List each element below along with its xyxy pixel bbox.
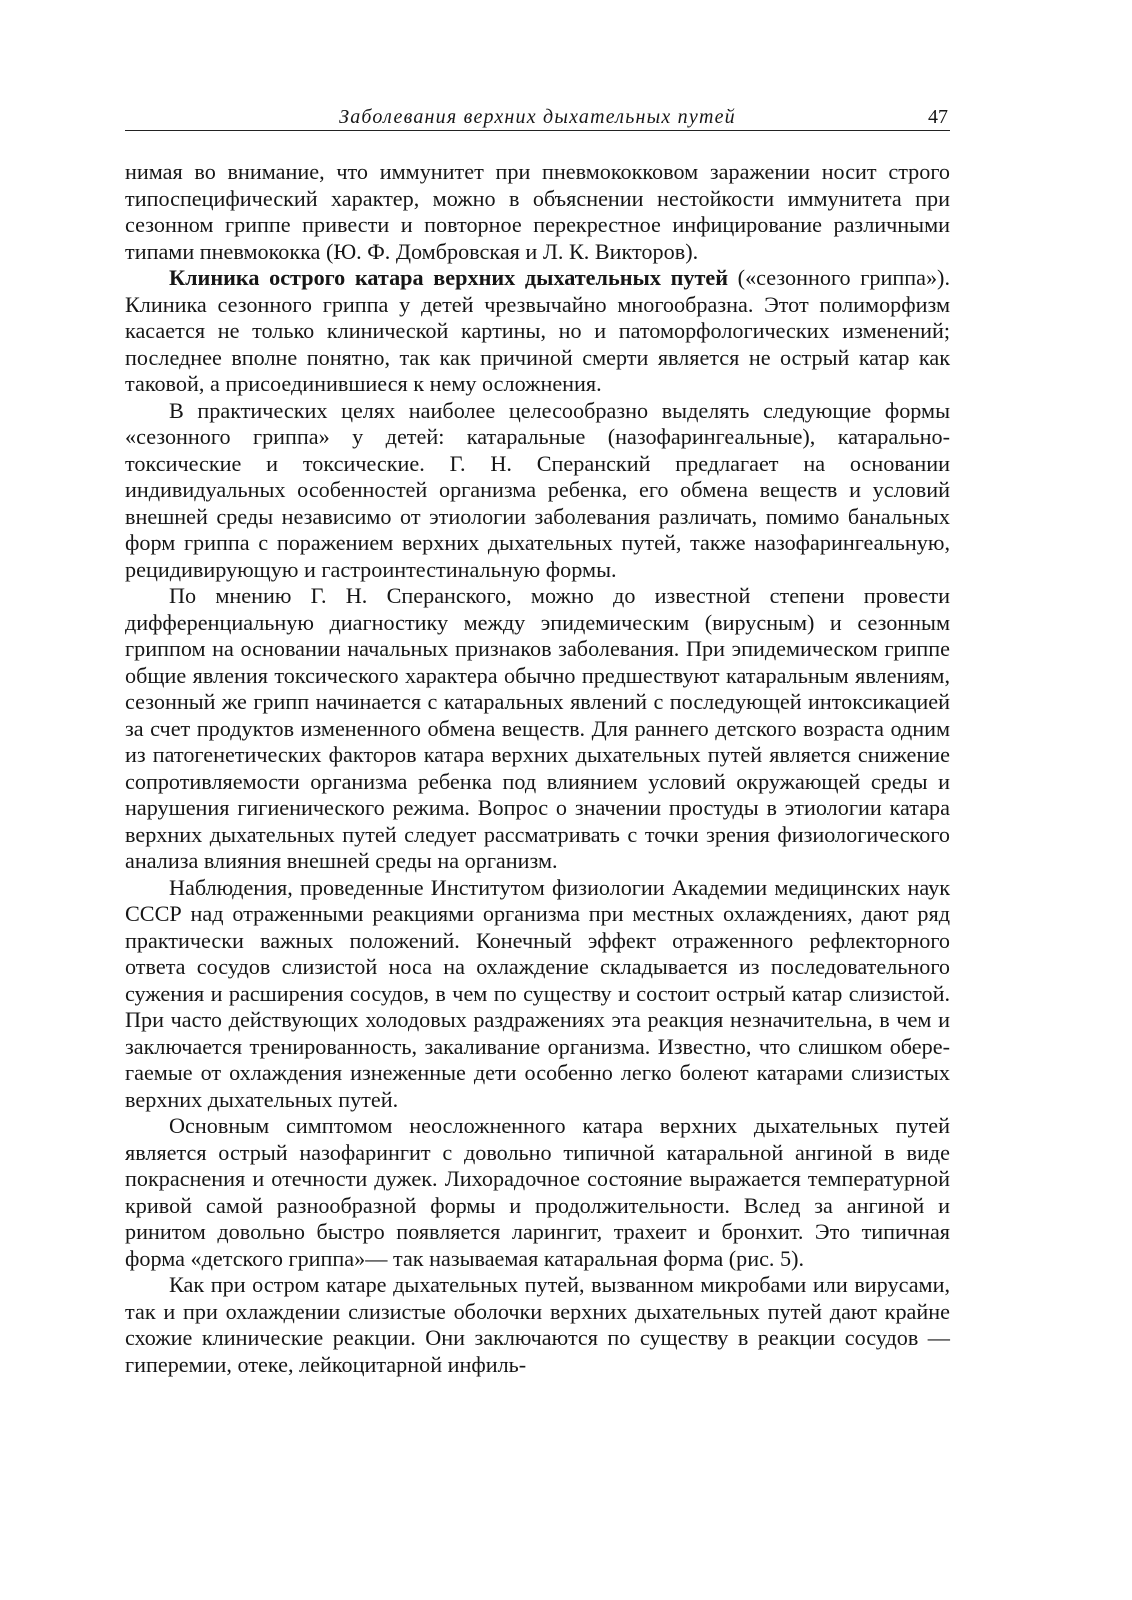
paragraph-2-text: («сезонного гриппа»). Клиника сезонного гриппа у детей чрезвычайно многообразна. Этот полиморфизм касается не только клинической картины, но и патоморфологических изменений; последнее вполне понятно, так как причиной смерти является не острый катар как таковой, а присоединившиеся к нему осложнения. bbox=[125, 265, 950, 396]
section-heading-run-in: Клиника острого катара верхних дыхательных путей bbox=[169, 265, 728, 290]
paragraph-3: В практических целях наиболее целесообразно выделять следующие формы «сезонного гриппа» у детей: катаральные (назофарингеальные), катарально-токсические и токсические. Г. Н. Сперанский предлагает на основании индивидуальных особенностей организма ребенка, его обмена веществ и условий внешней среды независимо от этиологии заболевания различать, помимо банальных форм гриппа с поражением верхних дыхательных путей, также назофарингеальную, рецидивирующую и гастроинтестинальную формы. bbox=[125, 397, 950, 582]
paragraph-1: нимая во внимание, что иммунитет при пневмококковом заражении носит строго типоспецифический характер, можно в объяснении нестойкости иммунитета при сезонном гриппе привести и повторное перекрестное инфицирование различными типами пневмококка (Ю. Ф. Домбровская и Л. К. Викторов). bbox=[125, 159, 950, 264]
body-text bbox=[125, 159, 950, 1378]
paragraph-6: Основным симптомом неосложненного катара верхних дыхательных путей является острый назофарингит с довольно типичной катаральной ангиной в виде покраснения и отечности дужек. Лихорадочное состояние выражается температурной кривой самой разнообразной формы и продолжительности. Вслед за ангиной и ринитом довольно быстро появляется ларингит, трахеит и бронхит. Это типичная форма «детского гриппа»— так называемая катаральная форма (рис. 5). bbox=[125, 1113, 950, 1271]
paragraph-4: По мнению Г. Н. Сперанского, можно до известной степени провести дифференциальную диагностику между эпидемическим (вирусным) и сезонным гриппом на основании начальных признаков заболевания. При эпидемическом гриппе общие явления токсического характера обычно предшествуют катаральным явлениям, сезонный же грипп начинается с катаральных явлений с последующей интоксикацией за счет продуктов измененного обмена веществ. Для раннего детского возраста одним из патогенетических факторов катара верхних дыхательных путей является снижение сопротивляемости организма ребенка под влиянием условий окружающей среды и нарушения гигиенического режима. Вопрос о значении простуды в этиологии катара верхних дыхательных путей следует рассматривать с точки зрения физиологического анализа влияния внешней среды на организм. bbox=[125, 583, 950, 873]
page-number: 47 bbox=[928, 106, 948, 128]
book-page bbox=[125, 104, 950, 1378]
paragraph-5: Наблюдения, проведенные Институтом физиологии Академии медицинских наук СССР над отраженными реакциями организма при местных охлаждениях, дают ряд практически важных положений. Конечный эффект отраженного рефлекторного ответа сосудов слизистой носа на охлаждение складывается из последовательного сужения и расширения сосудов, в чем по существу и состоит острый катар слизистой. При часто действующих холодовых раздражениях эта реакция незначительна, в чем и заключается тренированность, закаливание организма. Известно, что слишком оберегаемые от охлаждения изнеженные дети особенно легко болеют катарами слизистых верхних дыхательных путей. bbox=[125, 874, 950, 1112]
paragraph-2 bbox=[125, 265, 950, 398]
running-header bbox=[125, 104, 950, 131]
running-title: Заболевания верхних дыхательных путей bbox=[339, 106, 736, 128]
paragraph-7: Как при остром катаре дыхательных путей, вызванном микробами или вирусами, так и при охлаждении слизистые оболочки верхних дыхательных путей дают крайне схожие клинические реакции. Они заключаются по существу в реакции сосудов — гиперемии, отеке, лейкоцитарной инфиль- bbox=[125, 1272, 950, 1377]
